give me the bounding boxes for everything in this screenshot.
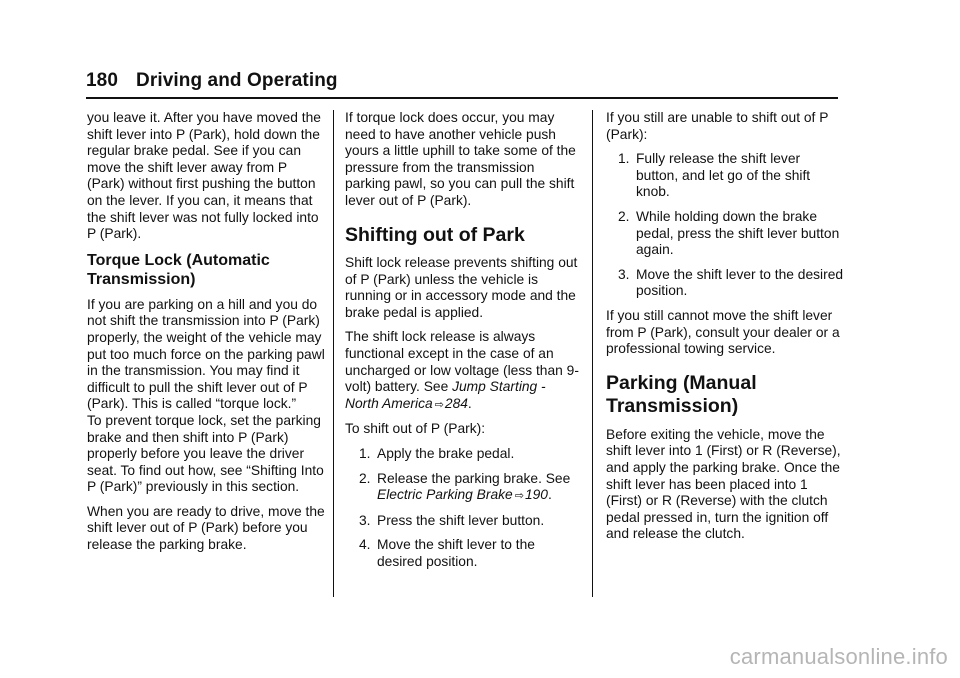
arrow-icon: ⇨ (434, 398, 444, 411)
page-number: 180 (86, 70, 119, 91)
list-item: 4. Move the shift lever to the desired position. (359, 537, 535, 569)
paragraph: If you still cannot move the shift lever from P (Park), consult your dealer or a professional towing service. (606, 307, 840, 357)
header-rule (86, 97, 838, 99)
column-divider (592, 110, 593, 597)
column-1 (87, 110, 325, 562)
arrow-icon: ⇨ (514, 490, 524, 503)
page-reference[interactable]: 190 (524, 487, 548, 503)
list-item: 2. Release the parking brake. See Electric Parking Brake ⇨190. (345, 471, 583, 505)
list-item: 3. Press the shift lever button. (359, 512, 545, 528)
paragraph: you leave it. After you have moved the shift lever into P (Park), hold down the regular brake pedal. See if you can move the shift lever away from P (Park) without first pushing the button on the lever. If you can, it means that the shift lever was not fully locked into P (Park). (87, 110, 321, 242)
list-item: 1. Fully release the shift lever button, and let go of the shift knob. (618, 151, 811, 200)
page-reference[interactable]: 284 (444, 395, 468, 411)
watermark: carmanualsonline.info (729, 644, 948, 669)
section-title: Driving and Operating (136, 70, 338, 91)
cross-reference-link[interactable]: Electric Parking Brake (377, 487, 513, 503)
cross-reference-link[interactable]: Jump Starting - North America (345, 379, 546, 411)
paragraph: If torque lock does occur, you may need to have another vehicle push yours a little uphill to take some of the pressure from the transmission parking pawl, so you can pull the shift lever out of P (Park). (345, 110, 576, 208)
paragraph: To shift out of P (Park): (345, 421, 486, 437)
heading-shifting-out-of-park: Shifting out of Park (345, 223, 525, 246)
list-item: 3. Move the shift lever to the desired position. (618, 266, 844, 299)
column-divider (333, 110, 334, 597)
paragraph: To prevent torque lock, set the parking brake and then shift into P (Park) properly before you leave the driver seat. To find out how, see “Shifting Into P (Park)” previously in this section. (87, 412, 324, 495)
paragraph: The shift lock release is always functional except in the case of an uncharged or low voltage (less than 9-volt) battery. See Jump Starting - North America ⇨284. (345, 329, 583, 413)
column-2 (345, 110, 583, 579)
paragraph: When you are ready to drive, move the shift lever out of P (Park) before you release the parking brake. (87, 503, 325, 553)
page-header (86, 70, 338, 92)
paragraph: If you are parking on a hill and you do not shift the transmission into P (Park) properly, the weight of the vehicle may put too much force on the parking pawl in the transmission. You may find it difficult to pull the shift lever out of P (Park). This is called “torque lock.” (87, 296, 325, 412)
heading-torque-lock: Torque Lock (Automatic Transmission) (87, 251, 270, 288)
paragraph-text: The shift lock release is always functional except in the case of an uncharged or low voltage (less than 9-volt) battery. See (345, 329, 579, 395)
paragraph: Before exiting the vehicle, move the shift lever into 1 (First) or R (Reverse), and apply the parking brake. Once the shift lever has been placed into 1 (First) or R (Reverse) with the clutch pedal pressed in, turn the ignition off and release the clutch. (606, 426, 841, 542)
paragraph: Shift lock release prevents shifting out of P (Park) unless the vehicle is running or in accessory mode and the brake pedal is applied. (345, 255, 578, 320)
column-3 (606, 110, 844, 551)
heading-parking-manual: Parking (Manual Transmission) (606, 371, 757, 418)
paragraph: If you still are unable to shift out of P (Park): (606, 110, 829, 142)
step-list (345, 446, 583, 571)
list-item: 2. While holding down the brake pedal, press the shift lever button again. (618, 208, 840, 258)
step-list (606, 151, 844, 300)
list-item: 1. Apply the brake pedal. (359, 446, 515, 461)
